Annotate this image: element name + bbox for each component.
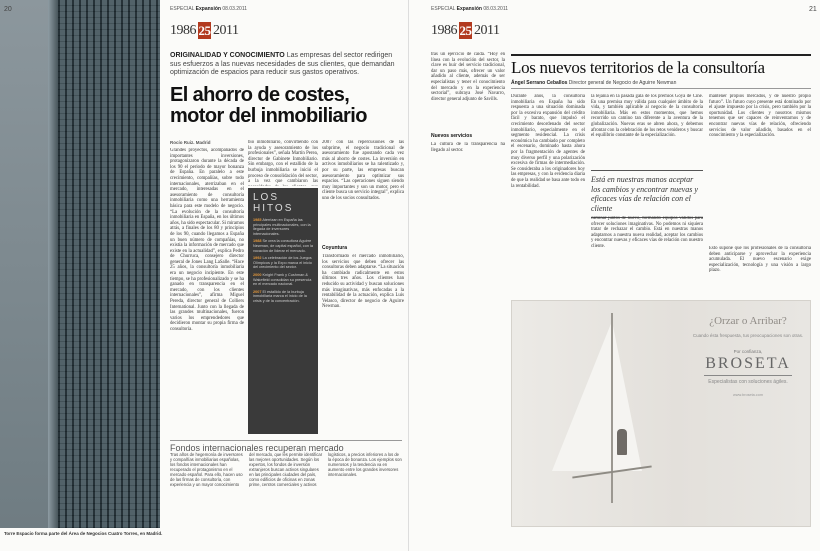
logo-mark: 25 — [198, 23, 211, 38]
ad-sailor-image — [617, 429, 627, 455]
left-page — [0, 0, 409, 551]
hitos-entry: 1988 Se crea la consultora Aguirre Newman, de capital español, con la vocación de liderar el mercado. — [253, 239, 313, 253]
ad-brand-tagline: Especialistas con soluciones ágiles. — [708, 379, 788, 385]
opinion-byline — [511, 80, 811, 89]
kicker — [170, 52, 402, 78]
ad-brand-prefix: Por confianza, — [733, 349, 763, 354]
running-head-brand: Expansión — [195, 6, 221, 12]
ad-sail-image — [552, 321, 642, 471]
running-head-prefix: ESPECIAL — [170, 6, 195, 12]
opinion-column-3: mantener propios mercados, y de nuestro propio futuro”. Un futuro cuyo presente está dominado por el ajuste impuesto por la crisis, pero también por la oportunidad. Los clientes y nosotros mismos tenemos que ser capaces de reinventarnos y de encontrar nuevas vías de relación, ofreciendo servicios de valor añadido, basados en el conocimiento y la especialización. — [709, 94, 811, 139]
byline-name: Ángel Serrano Ceballos — [511, 80, 568, 86]
logo-year-end: 2011 — [213, 22, 239, 38]
ad-headline: ¿Orzar o Arribar? — [709, 315, 787, 327]
hitos-entry: 2007 El estallido de la burbuja inmobiliaria marca el inicio de la crisis y de la concentración. — [253, 289, 307, 303]
ad-brand-divider — [704, 375, 792, 376]
article-column-1: Grandes proyectos, acompañados de importantes inversiones, protagonizaron durante la década de los 90 el periodo de mayor bonanza de España. En paralelo a este crecimiento, compañías, sobre todo internacionales, aterrizaban en el mercado, interesadas en el asesoramiento de consultoría inmobiliaria como una herramienta básica para este modelo de negocio. “La evolución de la consultoría inmobiliaria en España, en los últimos años, ha sido espectacular. Si miramos atrás, a finales de los 80 y principios de los 90, cuando llegamos a España un buen número de compañías, no existía la información de mercado que existe en la actualidad”, explica Pedro de Churruca, consejero director general de Jones Lang LaSalle. “Hace 25 años, la consultoría inmobiliaria era un negocio incipiente. En este tiempo, se ha profesionalizado y se ha ganado en transparencia en el mercado, con los clientes internacionales”, afirma Miguel Pereda, director general de Colliers International. Junto con la llegada de las grandes multinacionales, fueron varios los emprendedores que decidieron montar su propia firma de consultoría. — [170, 148, 244, 332]
opinion-column-2: la lejanía en la pasada gala de los premios Goya de Cine. En una premisa muy válida para cualquier ámbito de la vida, y también aplicable al negocio de la consultoría inmobiliaria. Más en estos momentos, que hemos recorrido un camino tan diferente a la aventura de la globalización. Nuevas eras se abren ahora, y debemos afrontar con la celebración de los retos venideros y buscar el equilibrio constante de la especialización. — [591, 94, 703, 139]
anniversary-logo — [170, 22, 238, 39]
article-column-3: 2007 con las repercusiones de las subprime, el negocio tradicional de asesoramiento fue apostando cada vez más al ahorro de costes. La inversión en activos inmobiliarios se ha ralentizado y, por su parte, las empresas buscan asesoramiento para optimizar sus espacios. “Las operaciones siguen siendo muy importantes y son un motor, pero el cliente busca un servicio integral”, explica uno de los socios consultados. — [322, 140, 404, 201]
ad-website: www.broseta.com — [733, 393, 763, 397]
broseta-advertisement — [511, 300, 811, 527]
hitos-title: LOS HITOS — [253, 192, 294, 214]
ad-subtitle: Cuando ésta frespuesta, tus preocupaciones son otras. — [692, 333, 804, 338]
running-head — [431, 6, 508, 12]
article-byline: Rocío Ruiz. Madrid — [170, 140, 211, 145]
byline-role: Director general de Negocio de Aguirre Newman — [568, 80, 677, 86]
right-page — [411, 0, 820, 551]
hitos-entry: 1985 Aterrizan en España las principales multinacionales, con la llegada de inversores internacionales. — [253, 218, 311, 236]
logo-mark: 25 — [459, 23, 472, 38]
photo-tower-facade — [58, 0, 160, 528]
hitos-entry: 2000 Knight Frank y Cushman & Wakefield consolidan su presencia en el mercado nacional. — [253, 272, 312, 287]
running-head — [170, 6, 247, 12]
page-number: 20 — [4, 6, 12, 13]
opinion-column-1: Durante años, la consultoría inmobiliaria en España ha sido respuesta a una situación dominada por la excesiva expansión del crédito fácil y barato, que impulsó el crecimiento desordenado del sector inmobiliario, especialmente en el segmento residencial. La crisis económica ha cambiado por completo el escenario, dominado hasta ahora por la fragmentación de agentes de muy diverso perfil y una polarización excesiva de firmas de intermediación. Se consideraba a los originadores hoy las empresas, y con la evidencia diaria de que la realidad se basa ante todo en la rentabilidad. — [511, 94, 585, 189]
running-head-date: 08.03.2011 — [222, 6, 248, 12]
logo-year-start: 1986 — [431, 22, 457, 38]
article-headline: El ahorro de costes, motor del inmobiliario — [170, 84, 367, 127]
hitos-entry: 1992 La celebración de los Juegos Olímpicos y la Expo marca el inicio del crecimiento del sector. — [253, 256, 312, 270]
pull-quote: Está en nuestras manos aceptar los cambios y encontrar nuevas y eficaces vías de relación con el cliente — [591, 170, 703, 218]
article-column-4: Transformado el mercado inmobiliario, los servicios que deben ofrecer las consultoras deben adaptarse. “La situación ha cambiado radicalmente en estos últimos tres años. Los clientes han reducido su actividad y buscan soluciones más imaginativas, más enfocadas a la rentabilidad de la actuación, explica Luis Velasco, director de negocio de Aguirre Newman. — [322, 254, 404, 310]
ad-brand: BROSETA — [705, 355, 791, 372]
logo-year-end: 2011 — [474, 22, 500, 38]
logo-year-start: 1986 — [170, 22, 196, 38]
ad-mast-image — [611, 313, 613, 503]
article-column-2: bio inmobiliario, convirtiendo con la ayuda y asesoramiento de los profesionales”, señala Martín Perea, director de Gabinete Inmobiliario. Sin embargo, con el estallido de la burbuja inmobiliaria se inició el proceso de consolidación del sector, a la vez que cambiaron las — [248, 140, 318, 185]
hitos-sidebar — [248, 188, 318, 434]
article-column-5b: La cultura de la transparencia ha llegado al sector. — [431, 142, 505, 153]
building-photo — [0, 0, 160, 528]
photo-sky — [0, 0, 50, 528]
page-number: 21 — [809, 6, 817, 13]
column-5-subhead: Nuevos servicios — [431, 133, 473, 139]
running-head-prefix: ESPECIAL — [431, 6, 456, 12]
running-head-date: 08.03.2011 — [483, 6, 509, 12]
opinion-column-4: caminar juntos de nuevo, formando equipos válidos para ofrecer soluciones imaginativas. No podemos ni siquiera tratar de rechazar el cambio. Está en nuestras manos adaptarnos a nuestra nueva realidad, aceptar los cambios y encontrar nuevas y eficaces vías de relación con nuestro cliente. — [591, 216, 703, 249]
kicker-label: ORIGINALIDAD Y CONOCIMIENTO — [170, 52, 285, 59]
column-6-subhead: Coyuntura — [322, 245, 347, 251]
article-column-5: tras un ejercicio de caída. “Hoy en línea con la evolución del sector, la clave es huir del servicio tradicional, dar un paso más, ofrecer un valor añadido al cliente, además de ser especialistas y tener el conocimiento del mercado y en la experiencia sectorial”, subraya José Navarro, director general adjunto de Savills. — [431, 52, 505, 102]
opinion-column-5: Esto supone que los profesionales de la consultoría deben anticiparse y aprovechar la experiencia acumulada. El nuevo escenario exige especialización, tecnología y una visión a largo plazo. — [709, 246, 811, 274]
kicker-text: Las empresas del sector redirigen sus esfuerzos a las nuevas necesidades de sus clientes, que demandan optimización de espacios para reducir sus gastos operativos. — [170, 52, 395, 76]
running-head-brand: Expansión — [456, 6, 482, 12]
fondos-section-title: Fondos internacionales recuperan mercado — [170, 440, 402, 453]
anniversary-logo — [431, 22, 499, 39]
opinion-title: Los nuevos territorios de la consultoría — [511, 54, 811, 78]
photo-caption: Torre Espacio forma parte del Área de Negocios Cuatro Torres, en Madrid. — [4, 531, 163, 536]
fondos-section-text: Tras años de hegemonía de inversores y compañías inmobiliarias españolas, los fondos internacionales han recuperado el protagonismo en el mercado español. Para ello, hacen uso de las firmas de consultoría, con experiencia y un mayor conocimiento del mercado, que les permite identificar las mejores oportunidades. Según los expertos, los fondos de inversión extranjeros buscan activos singulares en las principales ciudades del país, como edificios de oficinas en zonas prime, centros comerciales y activos logísticos, a precios inferiores a los de la época de bonanza. Los ejemplos son numerosos y la tendencia va en aumento entre los grandes inversores internacionales. — [170, 452, 402, 487]
